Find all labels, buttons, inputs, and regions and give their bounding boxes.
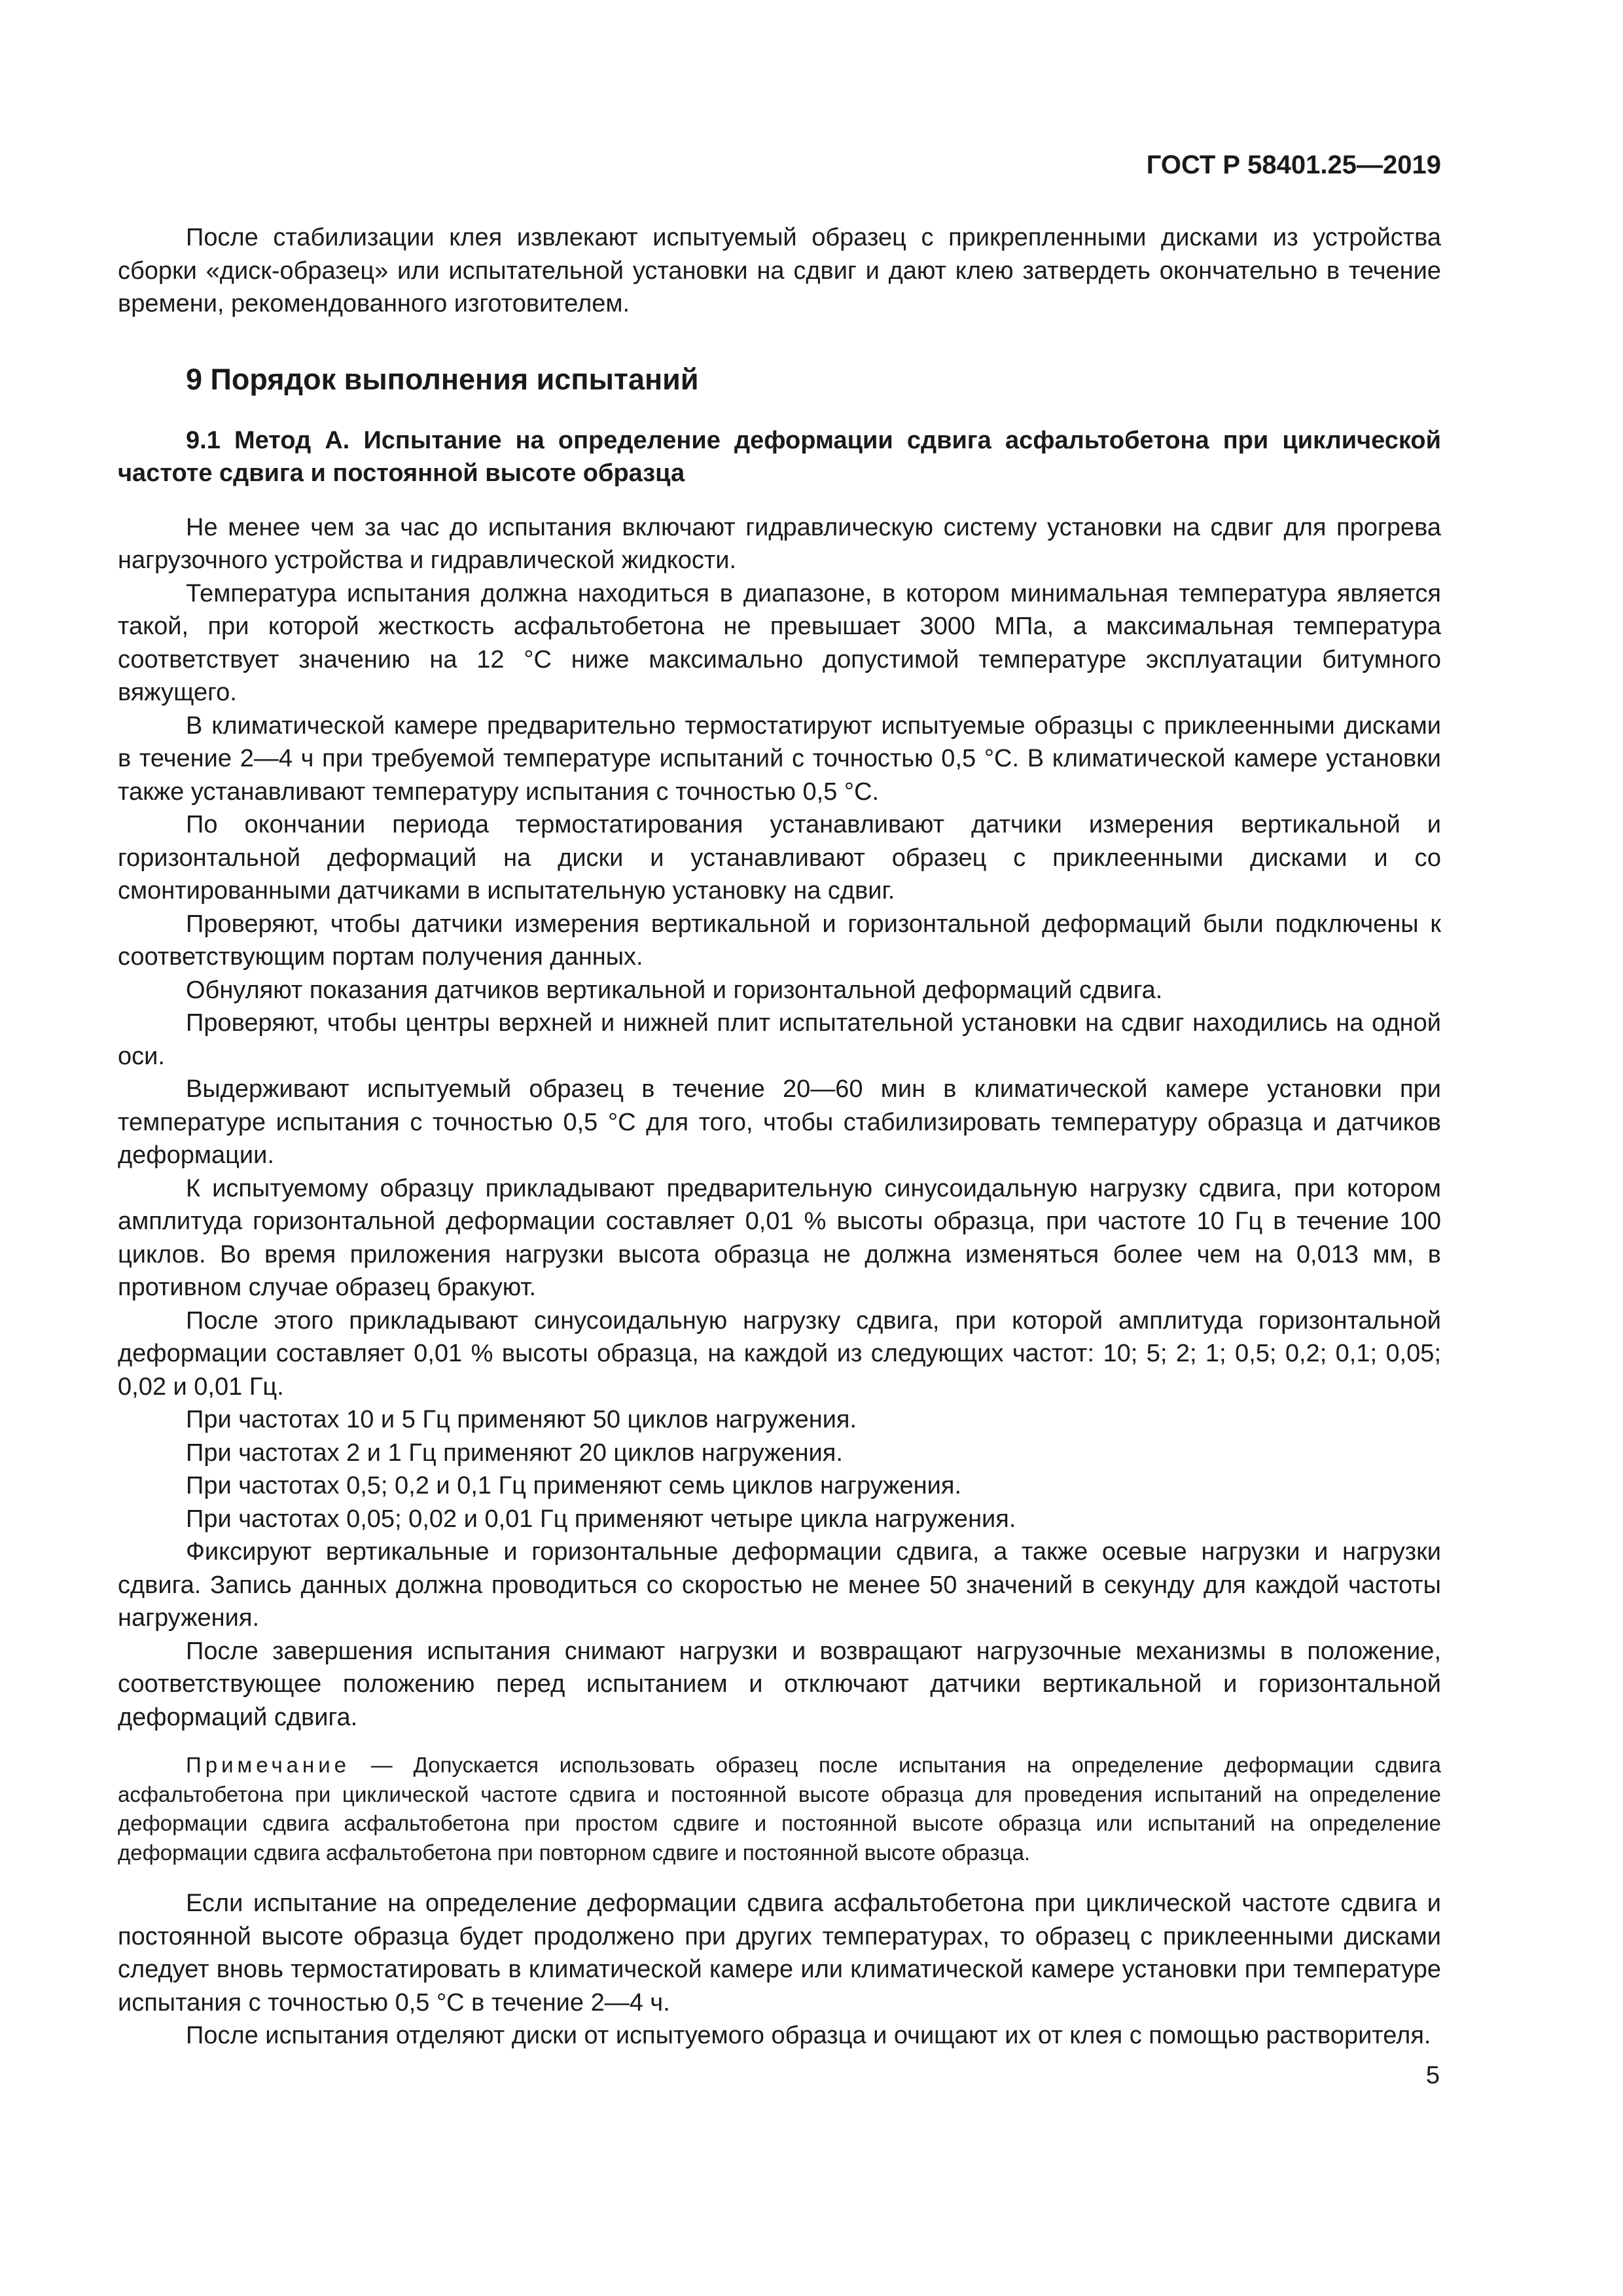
paragraph: При частотах 10 и 5 Гц применяют 50 циклов нагружения.: [186, 1406, 857, 1433]
paragraph: При частотах 0,5; 0,2 и 0,1 Гц применяют семь циклов нагружения.: [186, 1472, 962, 1499]
paragraph: После испытания отделяют диски от испытуемого образца и очищают их от клея с помощью растворителя.: [186, 2022, 1431, 2049]
note: [118, 1751, 1441, 1867]
paragraph: Не менее чем за час до испытания включают гидравлическую систему установки на сдвиг для прогрева нагрузочного устройства и гидравлической жидкости.: [118, 513, 1441, 574]
paragraph: При частотах 0,05; 0,02 и 0,01 Гц применяют четыре цикла нагружения.: [186, 1505, 1016, 1533]
paragraph: Проверяют, чтобы датчики измерения вертикальной и горизонтальной деформаций были подключены к соответствующим портам получения данных.: [118, 910, 1441, 971]
paragraph: Фиксируют вертикальные и горизонтальные деформации сдвига, а также осевые нагрузки и нагрузки сдвига. Запись данных должна проводиться со скоростью не менее 50 значений в секунду для каждой частоты нагружения.: [118, 1538, 1441, 1632]
paragraph: По окончании периода термостатирования устанавливают датчики измерения вертикальной и горизонтальной деформаций на диски и устанавливают образец с приклеенными дисками и со смонтированными датчиками в испытательную установку на сдвиг.: [118, 811, 1441, 905]
paragraph: Проверяют, чтобы центры верхней и нижней плит испытательной установки на сдвиг находились на одной оси.: [118, 1009, 1441, 1070]
standard-id: ГОСТ Р 58401.25—2019: [1146, 151, 1441, 179]
paragraph: После этого прикладывают синусоидальную нагрузку сдвига, при которой амплитуда горизонтальной деформации составляет 0,01 % высоты образца, на каждой из следующих частот: 10; 5; 2; 1; 0,5; 0,2; 0,1; 0,05; 0,02 и 0,01 Гц.: [118, 1306, 1441, 1401]
paragraph: К испытуемому образцу прикладывают предварительную синусоидальную нагрузку сдвига, при котором амплитуда горизонтальной деформации составляет 0,01 % высоты образца, при частоте 10 Гц в течение 100 циклов. Во время приложения нагрузки высота образца не должна изменяться более чем на 0,013 мм, в противном случае образец бракуют.: [118, 1174, 1441, 1301]
paragraph: После завершения испытания снимают нагрузки и возвращают нагрузочные механизмы в положение, соответствующее положению перед испытанием и отключают датчики вертикальной и горизонтальной деформаций сдвига.: [118, 1637, 1441, 1731]
section-title: 9 Порядок выполнения испытаний: [186, 362, 699, 396]
paragraph: В климатической камере предварительно термостатируют испытуемые образцы с приклеенными дисками в течение 2—4 ч при требуемой температуре испытаний с точностью 0,5 °С. В климатической камере установки также устанавливают температуру испытания с точностью 0,5 °С.: [118, 711, 1441, 806]
paragraph: Если испытание на определение деформации сдвига асфальтобетона при циклической частоте сдвига и постоянной высоте образца будет продолжено при других температурах, то образец с приклеенными дисками следует вновь термостатировать в климатической камере или климатической камере установки при температуре испытания с точностью 0,5 °С в течение 2—4 ч.: [118, 1890, 1441, 2017]
page-content: [118, 221, 1441, 2053]
paragraph: При частотах 2 и 1 Гц применяют 20 циклов нагружения.: [186, 1439, 843, 1467]
paragraph: Выдерживают испытуемый образец в течение 20—60 мин в климатической камере установки при температуре испытания с точностью 0,5 °С для того, чтобы стабилизировать температуру образца и датчиков деформации.: [118, 1075, 1441, 1169]
subsection-title: 9.1 Метод А. Испытание на определение деформации сдвига асфальтобетона при циклической частоте сдвига и постоянной высоте образца: [118, 426, 1441, 487]
page-number: 5: [1425, 2062, 1440, 2089]
paragraph: Обнуляют показания датчиков вертикальной и горизонтальной деформаций сдвига.: [186, 976, 1163, 1004]
intro-paragraph: После стабилизации клея извлекают испытуемый образец с прикрепленными дисками из устройства сборки «диск-образец» или испытательной установки на сдвиг и дают клею затвердеть окончательно в течение времени, рекомендованного изготовителем.: [118, 224, 1441, 317]
paragraph: Температура испытания должна находиться в диапазоне, в котором минимальная температура является такой, при которой жесткость асфальтобетона не превышает 3000 МПа, а максимальная температура соответствует значению на 12 °С ниже максимально допустимой температуре эксплуатации битумного вяжущего.: [118, 579, 1441, 706]
note-label: Примечание: [186, 1753, 351, 1777]
note-text: — Допускается использовать образец после испытания на определение деформации сдвига асфальтобетона при циклической частоте сдвига и постоянной высоте образца для проведения испытаний на определение деформации сдвига асфальтобетона при простом сдвиге и постоянной высоте образца или испытаний на определение деформации сдвига асфальтобетона при повторном сдвиге и постоянной высоте образца.: [118, 1753, 1441, 1865]
